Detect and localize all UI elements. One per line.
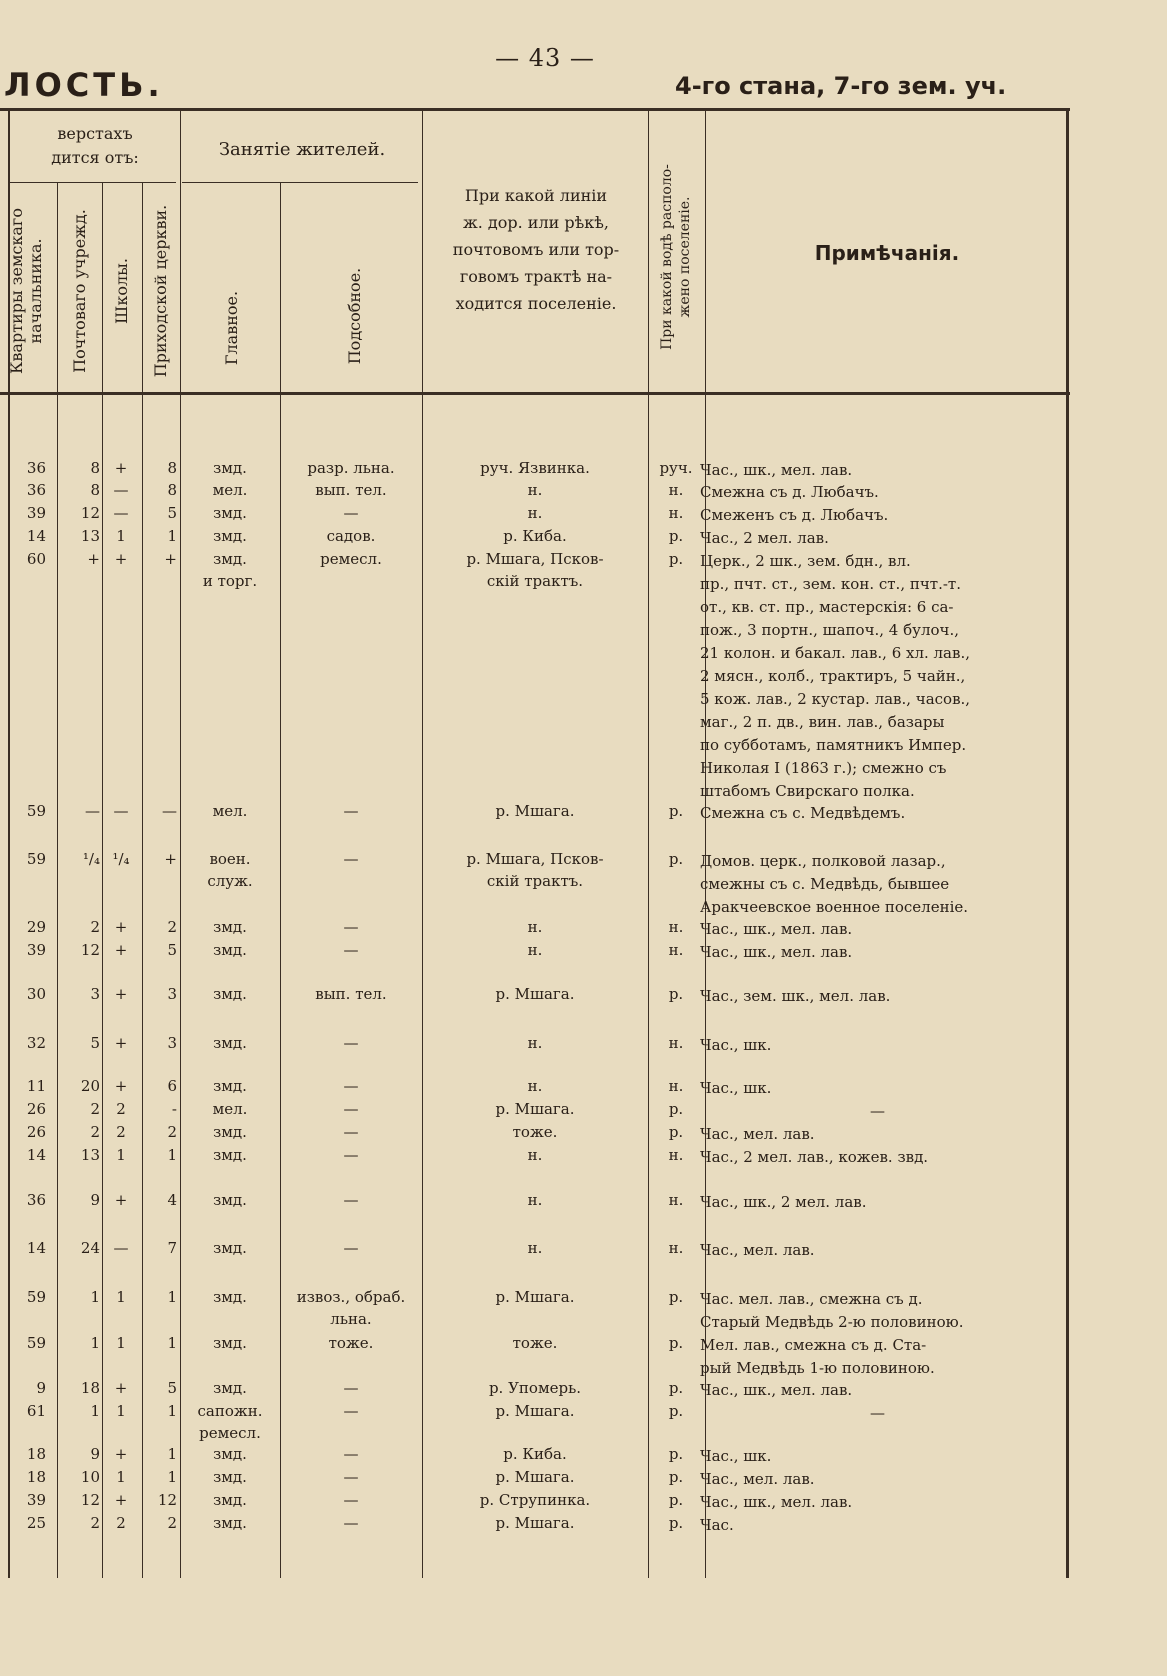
note-line: 2 мясн., колб., трактиръ, 5 чайн., [700, 667, 966, 685]
school-cell: + [114, 1445, 128, 1463]
header-zemsky: Квартиры земскаго начальника. [7, 208, 45, 374]
zemsky-cell: 36 [26, 459, 46, 477]
zemsky-cell: 59 [26, 802, 46, 820]
school-cell: 2 [116, 1100, 126, 1118]
school-cell: + [114, 1379, 128, 1397]
zemsky-cell: 29 [26, 918, 46, 936]
note-line: Час., шк., мел. лав. [700, 920, 853, 938]
secondary-occupation-cell: — [343, 1514, 359, 1532]
church-cell: 1 [167, 1146, 177, 1164]
main-occupation-cell: змд. [213, 1239, 247, 1257]
route-cell: р. Струпинка. [479, 1491, 591, 1509]
main-occupation-cell: змд. [213, 1445, 247, 1463]
main-occupation-cell: змд. [213, 918, 247, 936]
route-cell: р. Мшага, Псков- [466, 550, 604, 568]
water-cell: р. [668, 1402, 684, 1420]
note-line: Час., 2 мел. лав. [700, 529, 829, 547]
post-cell: 13 [80, 1146, 100, 1164]
secondary-occupation-cell: ремесл. [320, 550, 382, 568]
header-post: Почтоваго учрежд. [70, 209, 89, 373]
secondary-occupation-cell: — [343, 1146, 359, 1164]
secondary-occupation-cell: садов. [326, 527, 376, 545]
church-cell: 1 [167, 1468, 177, 1486]
main-occupation-cell: змд. [213, 527, 247, 545]
post-cell: 9 [90, 1445, 100, 1463]
route-cell: р. Упомерь. [488, 1379, 582, 1397]
zemsky-cell: 61 [26, 1402, 46, 1420]
school-cell: 1 [116, 1334, 126, 1352]
route-cell: тоже. [512, 1334, 558, 1352]
main2-cell: ремесл. [199, 1424, 261, 1442]
route-cell: р. Мшага. [495, 1288, 575, 1306]
church-cell: 3 [167, 985, 177, 1003]
water-cell: руч. [659, 459, 693, 477]
water-cell: н. [668, 481, 684, 499]
church-cell: 5 [167, 504, 177, 522]
main-occupation-cell: змд. [213, 985, 247, 1003]
note-line: Час., шк. [700, 1447, 772, 1465]
water-cell: н. [668, 1034, 684, 1052]
zemsky-cell: 39 [26, 1491, 46, 1509]
zemsky-cell: 30 [26, 985, 46, 1003]
note-line: — [870, 1404, 885, 1422]
school-cell: — [113, 802, 129, 820]
header-school: Школы. [112, 258, 131, 324]
school-cell: — [113, 504, 129, 522]
note-line: — [870, 1102, 885, 1120]
school-cell: + [114, 1034, 128, 1052]
note-line: Час., шк. [700, 1036, 772, 1054]
post-cell: 3 [90, 985, 100, 1003]
school-cell: — [113, 481, 129, 499]
route-cell: р. Мшага, Псков- [466, 850, 604, 868]
route-cell: р. Киба. [503, 1445, 567, 1463]
note-line: Аракчеевское военное поселеніе. [700, 898, 969, 916]
water-cell: р. [668, 1514, 684, 1532]
church-cell: 8 [167, 481, 177, 499]
school-cell: + [114, 459, 128, 477]
secondary-occupation-cell: — [343, 1077, 359, 1095]
note-line: рый Медвѣдь 1-ю половиною. [700, 1359, 935, 1377]
school-cell: 1 [116, 527, 126, 545]
school-cell: + [114, 985, 128, 1003]
header-main: Главное. [222, 290, 241, 366]
water-cell: р. [668, 1334, 684, 1352]
secondary-occupation-cell: — [343, 1034, 359, 1052]
note-line: Час., зем. шк., мел. лав. [700, 987, 891, 1005]
zemsky-cell: 59 [26, 1288, 46, 1306]
post-cell: 10 [80, 1468, 100, 1486]
church-cell: 8 [167, 459, 177, 477]
water-cell: р. [668, 850, 684, 868]
route-cell: р. Мшага. [495, 1468, 575, 1486]
school-cell: + [114, 1077, 128, 1095]
water-cell: р. [668, 802, 684, 820]
secondary-occupation-cell: тоже. [328, 1334, 374, 1352]
header-water: При какой водѣ располо- жено поселеніе. [659, 164, 693, 350]
note-line: 5 кож. лав., 2 кустар. лав., часов., [700, 690, 971, 708]
school-cell: + [114, 550, 128, 568]
zemsky-cell: 26 [26, 1100, 46, 1118]
zemsky-cell: 59 [26, 1334, 46, 1352]
note-line: Час. [700, 1516, 734, 1534]
main-occupation-cell: змд. [213, 1146, 247, 1164]
water-cell: р. [668, 1123, 684, 1141]
water-cell: н. [668, 941, 684, 959]
main-occupation-cell: змд. [213, 1379, 247, 1397]
post-cell: 8 [90, 481, 100, 499]
secondary-occupation-cell: разр. льна. [307, 459, 395, 477]
water-cell: р. [668, 985, 684, 1003]
main-occupation-cell: змд. [213, 550, 247, 568]
note-line: Час., шк., мел. лав. [700, 1381, 853, 1399]
school-cell: + [114, 941, 128, 959]
route-cell: н. [527, 1191, 543, 1209]
post-cell: 8 [90, 459, 100, 477]
church-cell: 2 [167, 1123, 177, 1141]
main-occupation-cell: змд. [213, 1468, 247, 1486]
post-cell: 1 [90, 1402, 100, 1420]
water-cell: н. [668, 1239, 684, 1257]
secondary-occupation-cell: — [343, 1191, 359, 1209]
water-cell: н. [668, 1146, 684, 1164]
main-occupation-cell: мел. [212, 1100, 248, 1118]
note-line: штабомъ Свирскаго полка. [700, 782, 915, 800]
school-cell: 1 [116, 1146, 126, 1164]
note-line: пож., 3 портн., шапоч., 4 булоч., [700, 621, 959, 639]
header-distances: верстахъ дится отъ: [51, 124, 139, 167]
zemsky-cell: 39 [26, 941, 46, 959]
route-cell: тоже. [512, 1123, 558, 1141]
note-line: Николая I (1863 г.); смежно съ [700, 759, 947, 777]
zemsky-cell: 25 [26, 1514, 46, 1532]
note-line: Час., шк., 2 мел. лав. [700, 1193, 867, 1211]
page-number: — 43 — [495, 44, 595, 72]
church-cell: 1 [167, 1445, 177, 1463]
note-line: Час., мел. лав. [700, 1241, 815, 1259]
zemsky-cell: 60 [26, 550, 46, 568]
church-cell: 4 [167, 1191, 177, 1209]
zemsky-cell: 14 [26, 1239, 46, 1257]
note-line: Час., шк., мел. лав. [700, 943, 853, 961]
header-right-title: 4-го стана, 7-го зем. уч. [675, 72, 1007, 100]
header-secondary: Подсобное. [345, 267, 364, 365]
post-cell: 1 [90, 1334, 100, 1352]
zemsky-cell: 14 [26, 527, 46, 545]
post-cell: 1 [90, 1288, 100, 1306]
header-left-title: ЛОСТЬ. [4, 66, 164, 104]
zemsky-cell: 39 [26, 504, 46, 522]
school-cell: ¹/₄ [112, 850, 130, 868]
note-line: от., кв. ст. пр., мастерскія: 6 са- [700, 598, 954, 616]
water-cell: р. [668, 1379, 684, 1397]
note-line: Мел. лав., смежна съ д. Ста- [700, 1336, 927, 1354]
secondary-occupation-cell: извоз., обраб. [296, 1288, 406, 1306]
church-cell: — [162, 802, 177, 820]
church-cell: 1 [167, 1334, 177, 1352]
route-cell: н. [527, 918, 543, 936]
secondary-occupation-cell: — [343, 1379, 359, 1397]
table-row [0, 1402, 1167, 1442]
water-cell: р. [668, 1288, 684, 1306]
main-occupation-cell: змд. [213, 504, 247, 522]
water-cell: р. [668, 527, 684, 545]
church-cell: 5 [167, 1379, 177, 1397]
main-occupation-cell: мел. [212, 481, 248, 499]
church-cell: + [164, 550, 177, 568]
post-cell: 2 [90, 1514, 100, 1532]
school-cell: 2 [116, 1123, 126, 1141]
note-line: Час., 2 мел. лав., кожев. звд. [700, 1148, 929, 1166]
route-cell: н. [527, 1146, 543, 1164]
note-line: Смежна съ д. Любачъ. [700, 483, 879, 501]
church-cell: 12 [157, 1491, 177, 1509]
main-occupation-cell: змд. [213, 941, 247, 959]
school-cell: + [114, 918, 128, 936]
post-cell: — [85, 802, 100, 820]
post-cell: 5 [90, 1034, 100, 1052]
post-cell: 2 [90, 1100, 100, 1118]
main-occupation-cell: воен. [209, 850, 251, 868]
post-cell: 2 [90, 1123, 100, 1141]
church-cell: 2 [167, 918, 177, 936]
water-cell: р. [668, 1445, 684, 1463]
zemsky-cell: 36 [26, 481, 46, 499]
note-line: Церк., 2 шк., зем. бдн., вл. [700, 552, 911, 570]
church-cell: 1 [167, 1288, 177, 1306]
water-cell: р. [668, 550, 684, 568]
post-cell: 18 [80, 1379, 100, 1397]
church-cell: 2 [167, 1514, 177, 1532]
note-line: Смежна съ с. Медвѣдемъ. [700, 804, 906, 822]
main-occupation-cell: змд. [213, 1514, 247, 1532]
church-cell: 6 [167, 1077, 177, 1095]
route-cell: р. Мшага. [495, 1100, 575, 1118]
zemsky-cell: 36 [26, 1191, 46, 1209]
secondary-occupation-cell: вып. тел. [315, 985, 387, 1003]
water-cell: н. [668, 504, 684, 522]
route-cell: н. [527, 1077, 543, 1095]
secondary-occupation-cell: — [343, 1123, 359, 1141]
note-line: Час., шк. [700, 1079, 772, 1097]
route-cell: н. [527, 941, 543, 959]
water-cell: р. [668, 1491, 684, 1509]
post-cell: 20 [80, 1077, 100, 1095]
main-occupation-cell: змд. [213, 1491, 247, 1509]
church-cell: 5 [167, 941, 177, 959]
water-cell: н. [668, 1191, 684, 1209]
post-cell: + [87, 550, 100, 568]
route-cell: р. Мшага. [495, 1514, 575, 1532]
zemsky-cell: 18 [26, 1468, 46, 1486]
note-line: Смеженъ съ д. Любачъ. [700, 506, 889, 524]
note-line: Час., шк., мел. лав. [700, 1493, 853, 1511]
note-line: Старый Медвѣдь 2-ю половиною. [700, 1313, 964, 1331]
header-notes: Примѣчанія. [814, 241, 960, 265]
secondary-occupation-cell: вып. тел. [315, 481, 387, 499]
header-occupations: Занятіе жителей. [218, 139, 386, 160]
secondary-occupation-cell: — [343, 1100, 359, 1118]
secondary-occupation-cell: — [343, 1468, 359, 1486]
note-line: Час., мел. лав. [700, 1470, 815, 1488]
main-occupation-cell: змд. [213, 1334, 247, 1352]
zemsky-cell: 26 [26, 1123, 46, 1141]
post-cell: 12 [80, 504, 100, 522]
main-occupation-cell: змд. [213, 1077, 247, 1095]
church-cell: 1 [167, 1402, 177, 1420]
zemsky-cell: 59 [26, 850, 46, 868]
school-cell: 1 [116, 1288, 126, 1306]
secondary-occupation-cell: — [343, 1239, 359, 1257]
note-line: смежны съ с. Медвѣдь, бывшее [700, 875, 950, 893]
route-cell: р. Мшага. [495, 985, 575, 1003]
note-line: маг., 2 п. дв., вин. лав., базары [700, 713, 945, 731]
church-cell: 1 [167, 527, 177, 545]
zemsky-cell: 11 [26, 1077, 46, 1095]
zemsky-cell: 32 [26, 1034, 46, 1052]
post-cell: 9 [90, 1191, 100, 1209]
school-cell: 2 [116, 1514, 126, 1532]
post-cell: ¹/₄ [82, 850, 100, 868]
post-cell: 12 [80, 941, 100, 959]
route-cell: руч. Язвинка. [480, 459, 590, 477]
main-occupation-cell: змд. [213, 459, 247, 477]
water-cell: р. [668, 1100, 684, 1118]
header-route: При какой линіи ж. дор. или рѣкѣ, почтовомъ или тор- говомъ трактѣ на- ходится поселеніе. [452, 186, 620, 313]
main-occupation-cell: змд. [213, 1191, 247, 1209]
note-line: 21 колон. и бакал. лав., 6 хл. лав., [700, 644, 970, 662]
church-cell: - [171, 1100, 177, 1118]
route-cell: н. [527, 1239, 543, 1257]
note-line: Домов. церк., полковой лазар., [700, 852, 946, 870]
school-cell: + [114, 1191, 128, 1209]
route-cell: р. Мшага. [495, 802, 575, 820]
water-cell: р. [668, 1468, 684, 1486]
secondary-occupation-cell: — [343, 504, 359, 522]
main-occupation-cell: змд. [213, 1123, 247, 1141]
zemsky-cell: 9 [36, 1379, 46, 1397]
church-cell: 3 [167, 1034, 177, 1052]
main2-cell: служ. [207, 872, 253, 890]
route-cell: н. [527, 481, 543, 499]
main2-cell: и торг. [202, 572, 258, 590]
secondary-occupation-cell: — [343, 850, 359, 868]
main-occupation-cell: сапожн. [197, 1402, 263, 1420]
main-occupation-cell: змд. [213, 1034, 247, 1052]
water-cell: н. [668, 918, 684, 936]
route-cell: р. Киба. [503, 527, 567, 545]
school-cell: 1 [116, 1468, 126, 1486]
note-line: Час., шк., мел. лав. [700, 461, 853, 479]
note-line: Час., мел. лав. [700, 1125, 815, 1143]
school-cell: 1 [116, 1402, 126, 1420]
note-line: пр., пчт. ст., зем. кон. ст., пчт.-т. [700, 575, 961, 593]
post-cell: 24 [80, 1239, 100, 1257]
main-occupation-cell: змд. [213, 1288, 247, 1306]
secondary-occupation-cell: — [343, 802, 359, 820]
water-cell: н. [668, 1077, 684, 1095]
zemsky-cell: 14 [26, 1146, 46, 1164]
table-row [0, 1100, 1167, 1122]
secondary-occupation-cell: — [343, 918, 359, 936]
route-cell: н. [527, 1034, 543, 1052]
school-cell: — [113, 1239, 129, 1257]
secondary-occupation-cell: — [343, 1445, 359, 1463]
main-occupation-cell: мел. [212, 802, 248, 820]
header-church: Приходской церкви. [151, 204, 170, 378]
church-cell: 7 [167, 1239, 177, 1257]
zemsky-cell: 18 [26, 1445, 46, 1463]
post-cell: 12 [80, 1491, 100, 1509]
route2-cell: скій трактъ. [486, 872, 584, 890]
secondary-occupation-cell: — [343, 941, 359, 959]
note-line: по субботамъ, памятникъ Импер. [700, 736, 967, 754]
secondary-occupation-cell: — [343, 1491, 359, 1509]
route-cell: н. [527, 504, 543, 522]
sec2-cell: льна. [330, 1310, 372, 1328]
secondary-occupation-cell: — [343, 1402, 359, 1420]
route-cell: р. Мшага. [495, 1402, 575, 1420]
route2-cell: скій трактъ. [486, 572, 584, 590]
post-cell: 13 [80, 527, 100, 545]
church-cell: + [164, 850, 177, 868]
post-cell: 2 [90, 918, 100, 936]
school-cell: + [114, 1491, 128, 1509]
note-line: Час. мел. лав., смежна съ д. [700, 1290, 923, 1308]
